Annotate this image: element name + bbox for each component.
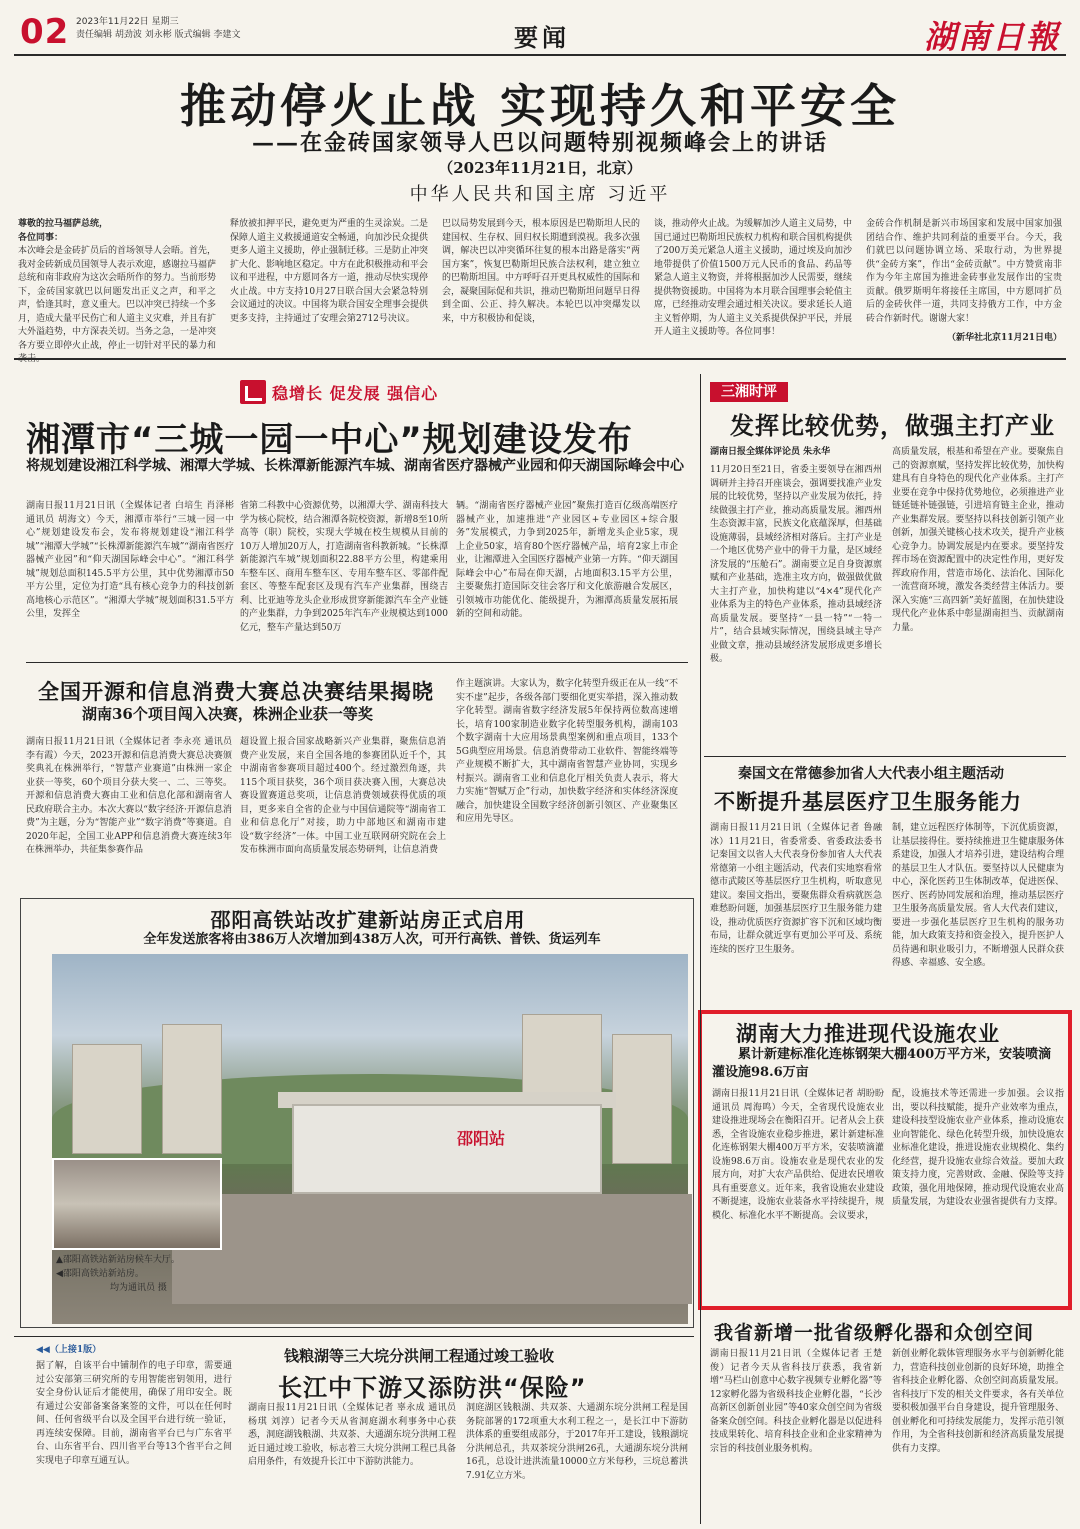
photo-caption-1: ▲邵阳高铁站新站房候车大厅。 xyxy=(56,1255,180,1265)
photo-building xyxy=(612,1034,672,1164)
agri-column-2: 配，设施技术等还需进一步加强。会议指出，要以科技赋能，提升产业效率为重点，建设科技型设施农业产业体系，推动设施农业向智能化、绿色化转型升级，加快设施农业标准化建设，推进设施农业规模化、集约化经营，提升设施农业综合效益。要加大政策支持力度，完善财政、金融、保险等支持政策，强化用地保障，推动现代设施农业高质量发展，为建设农业强省提供有力支撑。 xyxy=(892,1089,1064,1207)
continued-label: ◀◀（上接1版） xyxy=(36,1345,102,1355)
lead-greeting-2: 各位同事： xyxy=(18,232,64,243)
station-plaza xyxy=(172,1194,692,1304)
contest-column-1: 湖南日报11月21日讯（全媒体记者 李永亮 通讯员 李有霞）今天，2023开源和信息消费大赛总决赛颁奖典礼在株洲举行，“智慧产业赛道”由株洲一家企业获一等奖，60个项目分获大奖一、二、三等奖。开源和信息消费大赛由工业和信息化部和湖南省人民政府联合主办。本次大赛以“数字经济·开源信息消费”为主题，分为“智能产业”“数字消费”等赛道。自2020年起，全国工业APP和信息消费大赛连续3年在株洲举办，共征集参赛作品 xyxy=(26,737,232,855)
lead-greeting-1: 尊敬的拉马福萨总统， xyxy=(18,219,109,229)
page-number: 02 xyxy=(20,12,70,52)
lead-text-1: 本次峰会是金砖扩员后的首场领导人会晤。首先，我对金砖新成员国领导人表示欢迎，感谢拉马福萨总统和南非政府为这次会晤所作的努力。当前形势下，金砖国家就巴以问题发出正义之声，和平之声，恰逢其时，意义重大。巴以冲突已持续一个多月，造成大量平民伤亡和人道主义灾难，并且有扩大外溢趋势，中方深表关切。当务之急，一是冲突各方要立即停火止战，停止一切针对平民的暴力和 xyxy=(18,246,217,351)
photo-building xyxy=(72,1044,142,1154)
lead-column-4: 谈，推动停火止战。为缓解加沙人道主义局势，中国已通过巴勒斯坦民族权力机构和联合国机构提供了200万美元紧急人道主义援助，通过埃及向加沙地带提供了价值1500万元人民币的食品、药品等紧急人道主义物资，并将根据加沙人民需要，继续提供物资援助。中国将为本月联合国理事会轮值主席，已经推动安理会通过相关决议。要求延长人道主义暂停期，为人道主义关系提供保护平民，并展开人道主义援助等。各位同事！ xyxy=(654,219,853,337)
xiangtan-subtitle: 将规划建设湘江科学城、湘潭大学城、长株潭新能源汽车城、湖南省医疗器械产业园和仰天湖国际峰会中心 xyxy=(26,458,684,474)
divider-rule xyxy=(14,1336,694,1337)
contest-headline: 全国开源和信息消费大赛总决赛结果揭晓 xyxy=(38,680,434,704)
yangtze-column-2: 洞庭湖区钱粮湖、共双茶、大通湖东垸分洪闸工程是国务院部署的172项重大水利工程之一，是长江中下游防洪体系的重要组成部分，于2017年开工建设，钱粮湖垸分洪闸总孔，共双茶垸分洪闸26孔，大通湖东垸分洪闸16孔，总设计进洪流量10000立方米每秒，三垸总蓄洪7.91亿立方米。 xyxy=(466,1403,688,1481)
column-divider xyxy=(700,374,701,1524)
continued-text: 据了解，自该平台中铺制作的电子印章，需要通过公安部第三研究所的专用智能密钥领用，进行安全身份认证后才能使用，确保了用印安全。既有通过公安部备案备案签的文件，可以在任何时间、任何省级平台以及全国平台进行统一验证，再连续安保障。目前，湖南省平台已与广东省平台、山东省平台、四川省平台等13个省平台之间实现电子印章互通互认。 xyxy=(36,1361,232,1466)
qin-kicker: 秦国文在常德参加省人大代表小组主题活动 xyxy=(738,766,1004,782)
incubator-column-2: 新创业孵化载体管理服务水平与创新孵化能力，营造科技创业创新的良好环境，助推全省科技企业孵化器、众创空间高质量发展。省科技厅下发的相关文件要求，各有关单位要积极加强平台自身建设，提升管理服务、创业孵化和可持续发展能力，发挥示范引领作用，为全省科技创新和经济高质量发展提供有力支撑。 xyxy=(892,1349,1064,1454)
qin-column-2: 制，建立远程医疗体制等，下沉优质资源，让基层接得住。要持续推进卫生健康服务体系建设，加强人才培养引进，建设结构合理的基层卫生人才队伍。要坚持以人民健康为中心，深化医药卫生体制改革，促进医保、医疗、医药协同发展和治理，推动基层医疗卫生服务高质量发展。省人大代表们建议，要进一步强化基层医疗卫生机构的服务功能，加大政策支持和资金投入，提升医护人员待遇和职业吸引力，不断增强人民群众获得感、幸福感、安全感。 xyxy=(892,823,1064,968)
lead-column-1 xyxy=(18,218,217,351)
qin-column-1: 湖南日报11月21日讯（全媒体记者 鲁融冰）11月21日，省委常委、省委政法委书记秦国文以省人大代表身份参加省人大代表常德第一小组主题活动，代表们实地察看常德市武陵区等基层医疗卫生机构，听取意见建议。秦国文指出，要聚焦群众看病就医急难愁盼问题，加强基层医疗卫生服务能力建设，推动优质医疗资源扩容下沉和区域均衡布局，让群众就近享有更加公平可及、系统连续的医疗卫生服务。 xyxy=(710,823,882,955)
lead-column-5: 金砖合作机制是新兴市场国家和发展中国家加强团结合作、维护共同利益的重要平台。今天，我们就巴以问题协调立场、采取行动，为世界提供“金砖方案”，作出“金砖贡献”。中方赞赏南非作为今年主席国为推进金砖事业发展作出的宝贵贡献。俄罗斯明年将接任主席国，中方愿同扩员后的金砖伙伴一道，共同支持俄方工作，中方金砖合作新时代。谢谢大家！ xyxy=(866,219,1062,324)
lead-date: （2023年11月21日，北京） xyxy=(438,159,642,177)
contest-column-3: 作主题演讲。大家认为，数字化转型升级正在从一线“不实不虚”起步，各级各部门要细化更实举措，深入推动数字化转型。湖南省数字经济发展5年保持两位数高速增长，培育100家制造业数字化转型服务机构，湖南103个数字湖南十大应用场景典型案例和重点项目，133个5G典型应用场景。信息消费带动工业软件、智能终端等产业规模不断扩大，其中湖南省智慧产业协同，实现乡村振兴。湖南省工业和信息化厅相关负责人表示，将大力实施“智赋万企”行动，加快数字经济和实体经济深度融合，加快建设全国数字经济创新引领区、产业聚集区和应用先导区。 xyxy=(456,679,678,824)
section-title: 要闻 xyxy=(514,24,570,52)
divider-rule xyxy=(704,756,1066,757)
masthead-editors: 责任编辑 胡劲波 刘永彬 版式编辑 李建文 xyxy=(76,30,241,40)
lead-headline: 推动停火止战 实现持久和平安全 xyxy=(179,79,900,133)
divider-rule xyxy=(14,358,1066,360)
masthead xyxy=(14,12,1066,56)
qin-headline: 不断提升基层医疗卫生服务能力 xyxy=(714,790,1022,814)
theme-banner xyxy=(240,380,440,404)
lead-author: 中华人民共和国主席 习近平 xyxy=(409,184,671,205)
growth-chart-icon xyxy=(240,380,266,404)
shaoyang-headline: 邵阳高铁站改扩建新站房正式启用 xyxy=(210,908,526,932)
commentary-tag: 三湘时评 xyxy=(710,382,788,402)
shaoyang-subtitle: 全年发送旅客将由386万人次增加到438万人次，可开行高铁、普铁、货运列车 xyxy=(143,932,601,947)
station-sign: 邵阳站 xyxy=(457,1129,506,1148)
lead-subtitle: ——在金砖国家领导人巴以问题特别视频峰会上的讲话 xyxy=(251,130,828,156)
agri-column-1: 湖南日报11月21日讯（全媒体记者 胡盼盼 通讯员 周海鸣）今天，全省现代设施农业建设推进现场会在衡阳召开。记者从会上获悉，全省设施农业稳步推进，累计新建标准化连栋钢架大棚400万平方米，安装喷滴灌设施98.6万亩。设施农业是现代农业的发展方向，对扩大农产品供给、促进农民增收具有重要意义。近年来，我省设施农业建设不断提速，设施农业装备水平持续提升，规模化、标准化水平不断提高。会议要求， xyxy=(712,1089,884,1221)
xiangtan-column-3: 辆。“湖南省医疗器械产业园”聚焦打造百亿级高端医疗器械产业，加速推进“产业园区+专业园区+综合服务”发展模式，力争到2025年，新增龙头企业5家，现上企业50家，培育80个医疗器械产品，培育2家上市企业，让湘潭进入全国医疗器械产业第一方阵。“仰天湖国际峰会中心”布局在仰天湖，占地面积3.15平方公里，主要聚焦打造国际交往会客厅和文化旅游融合发展区，引领城市功能优化、能级提升，为湘潭高质量发展拓展新的空间和动能。 xyxy=(456,501,678,619)
lead-column-2: 释放被扣押平民，避免更为严重的生灵涂炭。二是保障人道主义救援通道安全畅通，向加沙民众提供更多人道主义援助，停止强制迁移。三是防止冲突扩大化、影响地区稳定。中方在此积极推动和平会议和平进程，中方愿同各方一道，推动尽快实现停火止战。中方支持10月27日联合国大会紧急特别会议通过的决议。中国将为联合国安全理事会提供更多支持，主持通过了安理会第2712号决议。 xyxy=(230,219,429,324)
agri-subtitle: 累计新建标准化连栋钢架大棚400万平方米，安装喷滴灌设施98.6万亩 xyxy=(712,1047,1052,1080)
xiangtan-column-1: 湖南日报11月21日讯（全媒体记者 白培生 肖泽彬 通讯员 胡海文）今天，湘潭市举行“三城一园一中心”规划建设发布会，发布将规划建设“湘江科学城”“湘潭大学城”“长株潭新能源汽车城”“湖南省医疗器械产业园”和“仰天湖国际峰会中心”。“湘江科学城”规划总面积145.5平方公里，其中优势湘潭市50平方公里，定位为打造“具有核心竞争力的科技创新高地核心示范区”。“湘潭大学城”规划面积31.5平方公里，发挥全 xyxy=(26,501,234,619)
xiangtan-column-2: 省第二科教中心资源优势，以湘潭大学、湖南科技大学为核心院校，结合湘潭各院校资源，新增8至10所高等（职）院校，实现大学城在校生规模从目前的10万人增加20万人，打造湖南省科教新城。“长株潭新能源汽车城”规划面积22.88平方公里，构建乘用车整车区、商用车整车区、专用车整车区、零部件配套区、等整车配套区及现有汽车产业集群，围绕吉利、比亚迪等龙头企业形成贯穿新能源汽车全产业链的产业集群，力争到2025年汽车产业规模达到1000亿元，整车产量达到50万 xyxy=(240,501,448,633)
waiting-hall-photo xyxy=(52,1158,222,1250)
contest-column-2: 超设置上报合国家战略新兴产业集群，聚焦信息消费产业发展，来自全国各地的参赛团队近千个，其中湖南省参赛项目超过400个。经过激烈角逐，共115个项目获奖，36个项目获决赛入围，大赛总决赛设置赛道总奖项，让信息消费领域获得优质的项目，更多来自全省的企业与中国信通院等“湖南省工业和信息化厅”对接，助力中部地区和湖南市建设“数字经济”一体。中国工业互联网研究院在会上发布株洲市面向高质量发展态势研判，让信息消费 xyxy=(240,737,446,855)
yangtze-kicker: 钱粮湖等三大垸分洪闸工程通过竣工验收 xyxy=(284,1347,555,1365)
incubator-column-1: 湖南日报11月21日讯（全媒体记者 王楚俊）记者今天从省科技厅获悉，我省新增“马栏山创意中心数字视频专业孵化器”等12家孵化器为省级科技企业孵化器，“长沙高新区创新创业园”等40家众创空间为省级备案众创空间。科技企业孵化器是以促进科技成果转化、培育科技企业和企业家精神为宗旨的科技创业服务机构。 xyxy=(710,1349,882,1454)
incubator-headline: 我省新增一批省级孵化器和众创空间 xyxy=(714,1322,1035,1344)
divider-rule xyxy=(26,662,688,663)
photo-building xyxy=(162,1024,222,1154)
agri-headline: 湖南大力推进现代设施农业 xyxy=(736,1022,1000,1046)
banner-text: 稳增长 促发展 强信心 xyxy=(272,384,439,403)
newspaper-logo: 湖南日報 xyxy=(923,18,1060,56)
masthead-meta xyxy=(76,16,240,42)
station-building xyxy=(292,1104,602,1194)
xiangtan-headline: 湘潭市“三城一园一中心”规划建设发布 xyxy=(26,420,633,460)
lead-credit: （新华社北京11月21日电） xyxy=(946,333,1062,343)
commentary-headline: 发挥比较优势，做强主打产业 xyxy=(730,412,1055,440)
contest-subtitle: 湖南36个项目闯入决赛，株洲企业获一等奖 xyxy=(82,705,373,723)
commentary-column-2: 高质量发展，根基和希望在产业。要聚焦自己的资源禀赋，坚持发挥比较优势，加快构建具有自身特色的现代化产业体系。主打产业要在竞争中保持优势地位，必须推进产业链延链补链强链，引进培育链主企业，推动产业集群发展。要坚持以科技创新引领产业创新，加强关键核心技术攻关，提升产业核心竞争力。协调发展是内在要求。要坚持发挥市场在资源配置中的决定性作用，更好发挥政府作用，营造市场化、法治化、国际化一流营商环境，激发各类经营主体活力。要深入实施“三高四新”美好蓝图，在加快建设现代化产业体系中彰显湖南担当、贡献湖南力量。 xyxy=(892,447,1064,633)
lead-column-3: 巴以局势发展到今天，根本原因是巴勒斯坦人民的建国权、生存权、回归权长期遭到漠视。我多次强调，解决巴以冲突循环往复的根本出路是落实“两国方案”，恢复巴勒斯坦民族合法权利，建立独立的巴勒斯坦国。中方呼吁召开更具权威性的国际和会，凝聚国际促和共识，推动巴勒斯坦问题早日得到全面、公正、持久解决。本轮巴以冲突爆发以来，中方积极协和促谈， xyxy=(442,219,641,324)
yangtze-column-1: 湖南日报11月21日讯（全媒体记者 辜永成 通讯员 杨琪 刘淳）记者今天从省洞庭湖水利事务中心获悉，洞庭湖钱粮湖、共双茶、大通湖东垸分洪闸工程近日通过竣工验收，标志着三大垸分洪闸工程已具备启用条件，有效提升长江中下游防洪能力。 xyxy=(248,1403,456,1467)
photo-caption-2: ◀邵阳高铁站新站房。 xyxy=(56,1269,144,1279)
photo-credit: 均为通讯员 摄 xyxy=(110,1283,167,1293)
masthead-date: 2023年11月22日 星期三 xyxy=(76,17,179,27)
commentary-column-1: 11月20日至21日，省委主要领导在湘西州调研并主持召开座谈会，强调要找准产业发展的比较优势，坚持以产业发展为依托，持续做强主打产业，推动高质量发展。湘西州生态资源丰富，民族文化底蕴深厚，但基础设施薄弱，县域经济相对落后。主打产业是一个地区优势产业中的骨干力量，是区域经济发展的“压舱石”。湖南要立足自身资源禀赋和产业基础，选准主攻方向，做强做优做大主打产业，加快构建以“4×4”现代化产业体系为主的特色产业体系，推动县域经济高质量发展。要坚持“一县一特”“一特一片”，结合县域实际情况，围绕县域主导产业做文章，推动县域经济发展形成更多增长极。 xyxy=(710,465,882,664)
commentary-byline: 湖南日报全媒体评论员 朱永华 xyxy=(710,447,831,457)
yangtze-headline: 长江中下游又添防洪“保险” xyxy=(278,1374,587,1402)
